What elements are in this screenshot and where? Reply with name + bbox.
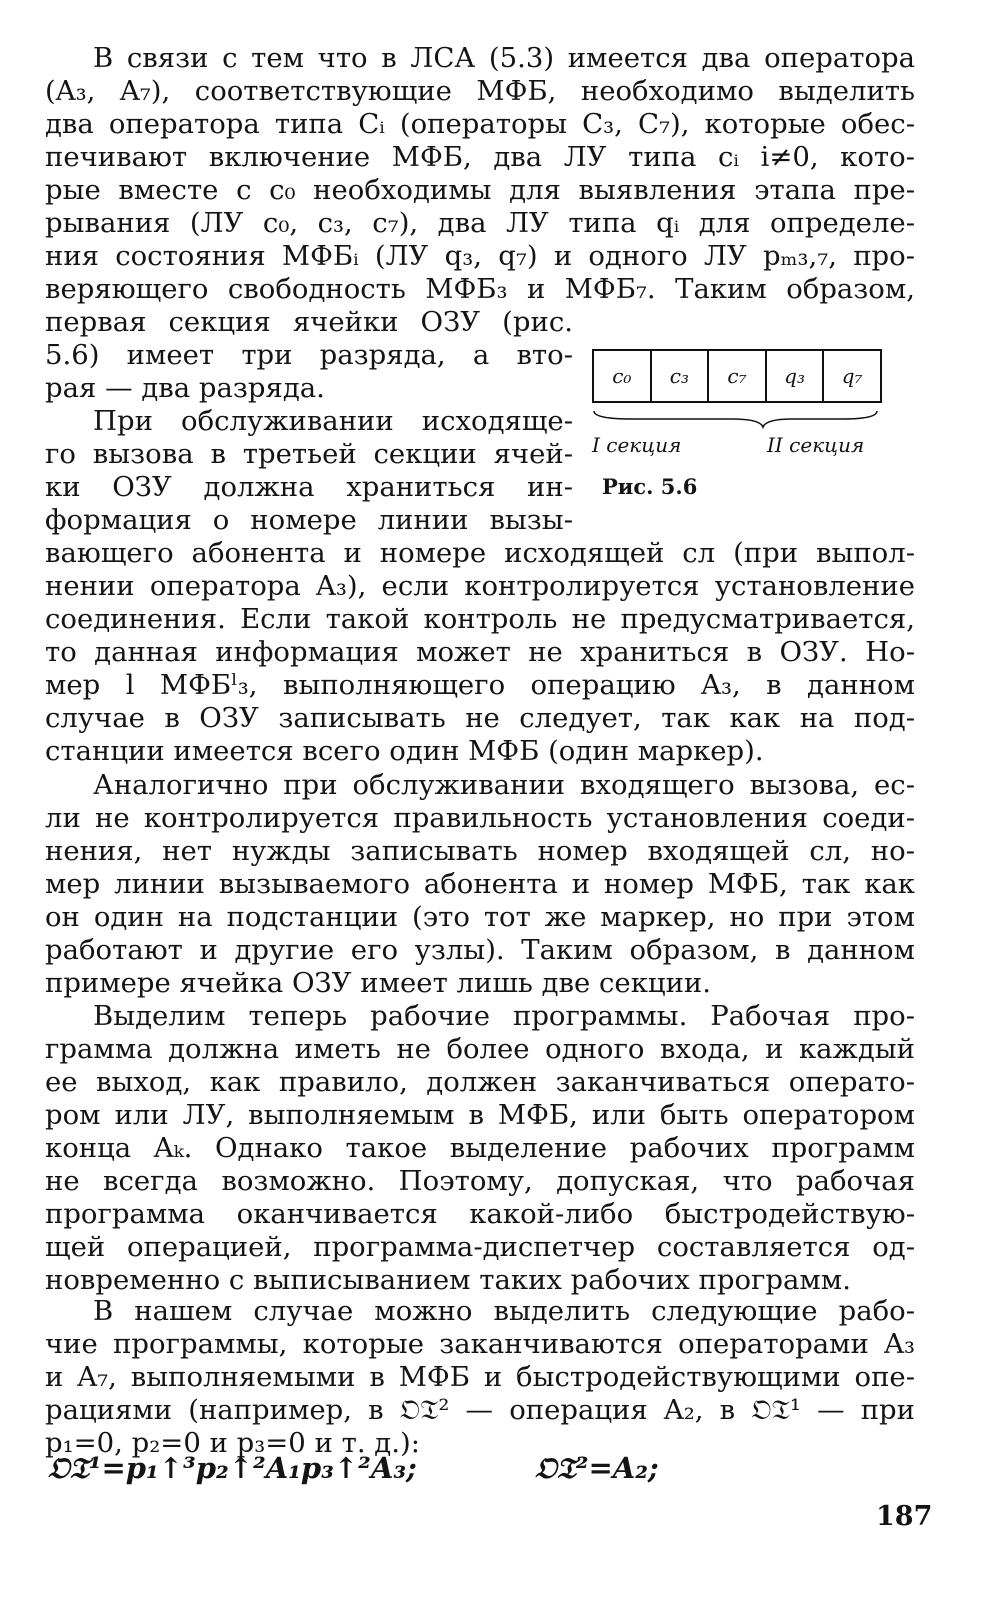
- text-line: станции имеется всего один МФБ (один маркер).: [45, 735, 764, 767]
- text-line: он один на подстанции (это тот же маркер, но при этом: [45, 901, 915, 933]
- text-line: новременно с выписыванием таких рабочих программ.: [45, 1264, 851, 1296]
- paragraph-2: [45, 537, 915, 768]
- cell-c0: c₀: [594, 351, 652, 401]
- text-line: ли не контролируется правильность установления соеди-: [45, 802, 915, 834]
- text-line: нения, нет нужды записывать номер входящей сл, но-: [45, 835, 915, 867]
- text-line: В нашем случае можно выделить следующие рабо-: [93, 1295, 915, 1327]
- memory-cell-diagram: [592, 349, 882, 403]
- text-line: рациями (например, в 𝔒𝔗² — операция A₂, в 𝔒𝔗¹ — при: [45, 1394, 915, 1426]
- text-line: печивают включение МФБ, два ЛУ типа cᵢ i≠0, кото-: [45, 141, 915, 173]
- text-line: щей операцией, программа-диспетчер составляется од-: [45, 1231, 915, 1263]
- text-line: то данная информация может не храниться в ОЗУ. Но-: [45, 636, 915, 668]
- text-line: В связи с тем что в ЛСА (5.3) имеется два оператора: [93, 42, 915, 74]
- text-line: конца Aₖ. Однако такое выделение рабочих программ: [45, 1132, 915, 1164]
- text-line: (A₃, A₇), соответствующие МФБ, необходимо выделить: [45, 75, 915, 107]
- text-line: чие программы, которые заканчиваются операторами A₃: [45, 1328, 915, 1360]
- paragraph-3: [45, 769, 915, 1000]
- text-line: вающего абонента и номере исходящей сл (при выпол-: [45, 537, 915, 569]
- text-line: случае в ОЗУ записывать не следует, так как на под-: [45, 702, 915, 734]
- page-number: 187: [876, 1501, 933, 1532]
- text-line: первая секция ячейки ОЗУ (рис.: [45, 306, 573, 338]
- text-line: 5.6) имеет три разряда, а вто-: [45, 339, 573, 371]
- text-line: и A₇, выполняемыми в МФБ и быстродействующими опе-: [45, 1361, 915, 1393]
- figure-caption: Рис. 5.6: [602, 474, 698, 499]
- section-2-label: II секция: [767, 433, 865, 457]
- text-line: Выделим теперь рабочие программы. Рабочая про-: [93, 1000, 915, 1032]
- section-braces: [592, 409, 882, 429]
- text-line: рые вместе с c₀ необходимы для выявления этапа пре-: [45, 174, 915, 206]
- text-line: ки ОЗУ должна храниться ин-: [45, 471, 573, 503]
- paragraph-5: [45, 1295, 915, 1460]
- text-line: формация о номере линии вызы-: [45, 504, 573, 536]
- text-line: Аналогично при обслуживании входящего вызова, ес-: [93, 769, 915, 801]
- cell-c3: c₃: [652, 351, 710, 401]
- paragraph-2-wrap: [45, 405, 573, 537]
- text-line: грамма должна иметь не более одного входа, и каждый: [45, 1033, 915, 1065]
- text-line: соединения. Если такой контроль не предусматривается,: [45, 603, 915, 635]
- text-line: мер l МФБˡ₃, выполняющего операцию A₃, в данном: [45, 669, 915, 701]
- text-line: примере ячейка ОЗУ имеет лишь две секции.: [45, 967, 711, 999]
- text-line: рая — два разряда.: [45, 372, 325, 404]
- text-line: веряющего свободность МФБ₃ и МФБ₇. Таким образом,: [45, 273, 915, 305]
- text-line: не всегда возможно. Поэтому, допуская, что рабочая: [45, 1165, 915, 1197]
- section-1-label: I секция: [592, 433, 682, 457]
- paragraph-4: [45, 1000, 915, 1297]
- text-line: рывания (ЛУ c₀, c₃, c₇), два ЛУ типа qᵢ для определе-: [45, 207, 915, 239]
- text-line: два оператора типа Cᵢ (операторы C₃, C₇), которые обес-: [45, 108, 915, 140]
- text-line: ром или ЛУ, выполняемым в МФБ, или быть оператором: [45, 1099, 915, 1131]
- formula-ot2: 𝔒𝔗²=A₂;: [535, 1451, 659, 1485]
- text-line: программа оканчивается какой-либо быстродействую-: [45, 1198, 915, 1230]
- cell-q7: q₇: [841, 363, 863, 388]
- figure-5-6: [592, 349, 882, 457]
- text-line: нении оператора A₃), если контролируется установление: [45, 570, 915, 602]
- text-line: ее выход, как правило, должен заканчиваться операто-: [45, 1066, 915, 1098]
- text-line: работают и другие его узлы). Таким образом, в данном: [45, 934, 915, 966]
- cell-c7: c₇: [709, 351, 767, 401]
- text-line: p₁=0, p₂=0 и p₃=0 и т. д.):: [45, 1427, 420, 1459]
- text-line: го вызова в третьей секции ячей-: [45, 438, 573, 470]
- text-line: При обслуживании исходяще-: [93, 405, 573, 437]
- formula-ot1: 𝔒𝔗¹=p₁↑³p₂↑²A₁p₃↑²A₃;: [48, 1451, 417, 1485]
- paragraph-1-wrap: [45, 306, 573, 405]
- paragraph-1: [45, 42, 915, 306]
- cell-q3: q₃: [767, 351, 825, 401]
- text-line: ния состояния МФБᵢ (ЛУ q₃, q₇) и одного ЛУ pₘ₃,₇, про-: [45, 240, 915, 272]
- text-line: мер линии вызываемого абонента и номер МФБ, так как: [45, 868, 915, 900]
